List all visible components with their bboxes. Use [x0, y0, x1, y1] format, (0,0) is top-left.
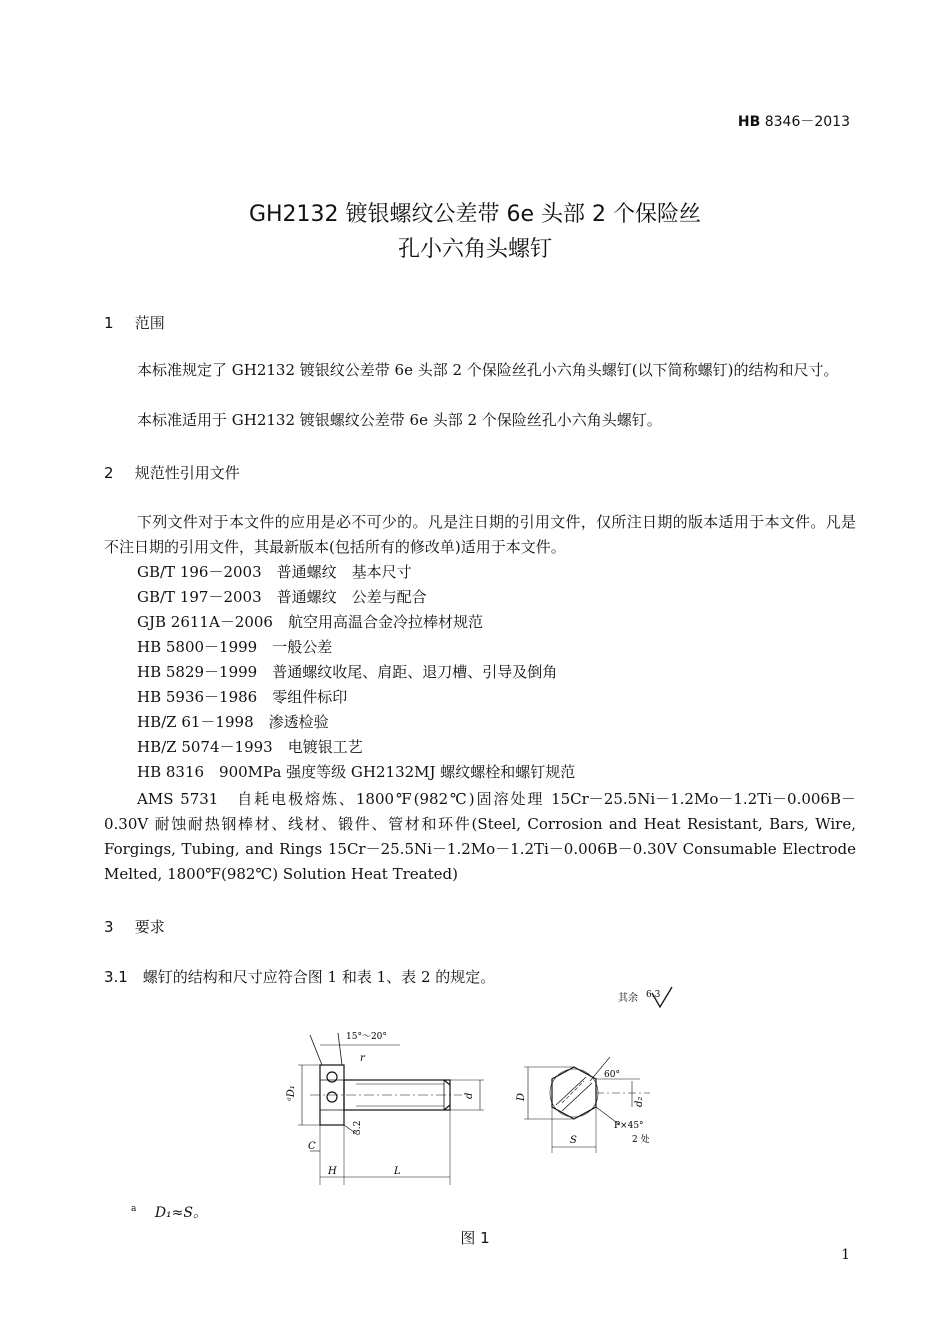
lockwire-hole	[327, 1072, 337, 1082]
screw-drawing	[280, 985, 680, 1185]
title-line-1: GH2132 镀银螺纹公差带 6e 头部 2 个保险丝	[248, 202, 702, 227]
lockwire-hole	[327, 1092, 337, 1102]
roughness-note: 其余	[618, 993, 638, 1004]
scope-paragraph-1: 本标准规定了 GH2132 镀银纹公差带 6e 头部 2 个保险丝孔小六角头螺钉(以下简称螺钉)的结构和尺寸。	[137, 361, 839, 379]
label-angle-range: 15°～20°	[346, 1032, 387, 1042]
normative-intro: 下列文件对于本文件的应用是必不可少的。凡是注日期的引用文件，仅所注日期的版本适用于本文件。凡是不注日期的引用文件，其最新版本(包括所有的修改单)适用于本文件。	[104, 513, 856, 556]
label-l: L	[394, 1166, 401, 1177]
section-number: 3	[104, 918, 114, 936]
section-title: 要求	[134, 918, 165, 936]
reference-item: HB 5800－1999 一般公差	[137, 638, 333, 656]
page-number: 1	[841, 1247, 850, 1263]
label-d2: d₂	[634, 1096, 645, 1107]
standard-prefix: HB	[737, 114, 761, 130]
section-number: 1	[104, 314, 114, 332]
standard-number	[738, 111, 850, 131]
side-view	[298, 1033, 484, 1185]
scope-paragraph-2: 本标准适用于 GH2132 镀银螺纹公差带 6e 头部 2 个保险丝孔小六角头螺钉。	[137, 411, 662, 429]
section-2-heading	[104, 462, 240, 483]
label-r: r	[360, 1053, 365, 1064]
label-60-degree: 60°	[604, 1070, 620, 1080]
reference-item: HB/Z 5074－1993 电镀银工艺	[137, 738, 363, 756]
clause-3-1	[104, 966, 495, 987]
label-two-places: 2 处	[632, 1135, 650, 1145]
footnote-text: D₁≈S。	[154, 1205, 207, 1221]
section-1-heading	[104, 312, 165, 333]
label-d1: ᵃD₁	[286, 1085, 297, 1101]
label-h: H	[328, 1166, 337, 1177]
reference-item: GJB 2611A－2006 航空用高温合金冷拉棒材规范	[137, 613, 483, 631]
reference-item: HB 8316 900MPa 强度等级 GH2132MJ 螺纹螺栓和螺钉规范	[137, 763, 576, 781]
clause-text: 螺钉的结构和尺寸应符合图 1 和表 1、表 2 的规定。	[142, 968, 496, 986]
figure-caption: 图 1	[460, 1229, 490, 1247]
label-3-2: 3.2	[353, 1120, 363, 1135]
section-title: 规范性引用文件	[134, 464, 240, 482]
roughness-value: 6.3	[646, 990, 661, 1000]
label-s: S	[570, 1135, 577, 1146]
reference-item: HB 5936－1986 零组件标印	[137, 688, 348, 706]
reference-item: HB 5829－1999 普通螺纹收尾、肩距、退刀槽、引导及倒角	[137, 663, 558, 681]
reference-item: GB/T 197－2003 普通螺纹 公差与配合	[137, 588, 427, 606]
section-title: 范围	[134, 314, 165, 332]
standard-code: 8346－2013	[764, 114, 850, 130]
label-big-d: D	[516, 1092, 527, 1101]
title-line-2: 孔小六角头螺钉	[397, 237, 552, 262]
section-3-heading	[104, 916, 165, 937]
clause-number: 3.1	[104, 968, 128, 986]
reference-item: HB/Z 61－1998 渗透检验	[137, 713, 329, 731]
label-d: d	[464, 1092, 475, 1099]
reference-item-ams: AMS 5731 自耗电极熔炼、1800℉(982℃)固溶处理 15Cr－25.5Ni－1.2Mo－1.2Ti－0.006B－0.30V 耐蚀耐热钢棒材、线材、锻件、管材和环件(Steel, Corrosion and Heat Resistant, Bars, Wire, Forgings, Tubing, and Rings 15Cr－25.5Ni－1.2Mo－1.2Ti－0.006B－0.30V Consumable Electrode Melted, 1800℉(982℃) Solution Heat Treated)	[104, 790, 856, 883]
reference-item: GB/T 196－2003 普通螺纹 基本尺寸	[137, 563, 412, 581]
footnote-mark: a	[131, 1204, 137, 1215]
figure-footnote	[131, 1202, 207, 1222]
label-c: C	[308, 1141, 316, 1152]
section-number: 2	[104, 464, 114, 482]
label-chamfer: P×45°	[614, 1121, 644, 1131]
